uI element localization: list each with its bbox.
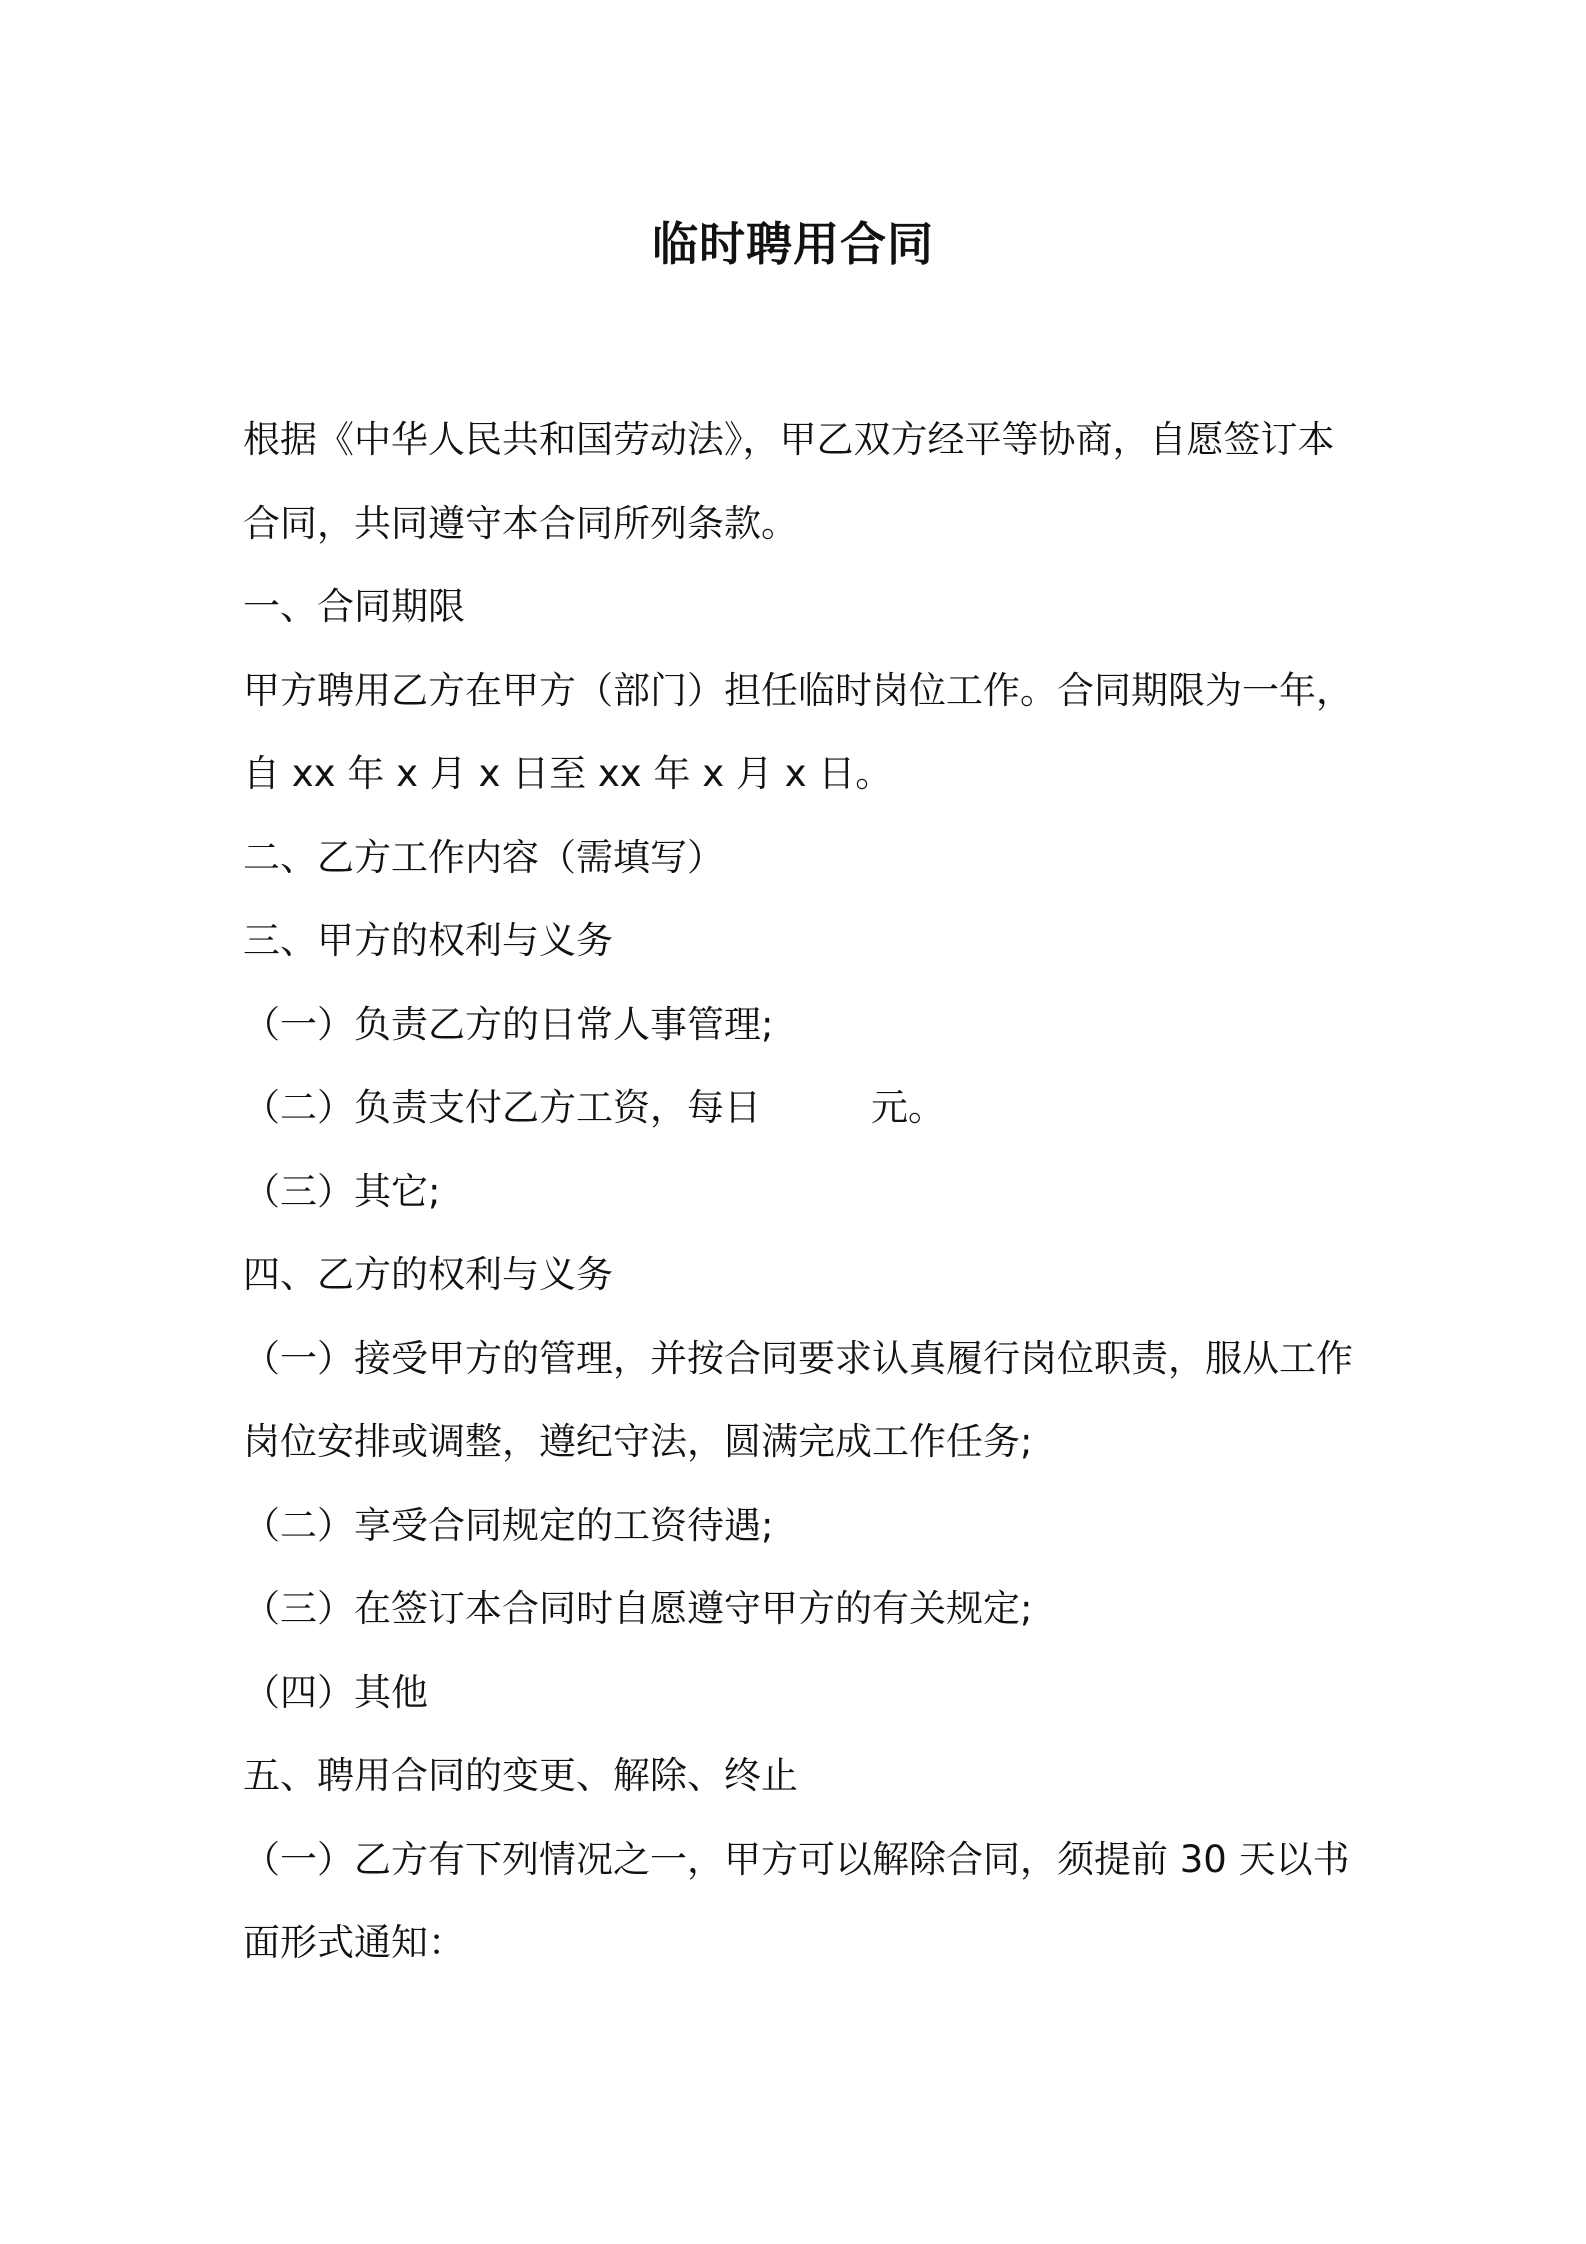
party-a-item-2-text: （二）负责支付乙方工资，每日	[243, 1086, 761, 1129]
document-title: 临时聘用合同	[652, 217, 934, 271]
termination-item-1-line-1: （一）乙方有下列情况之一，甲方可以解除合同，须提前 30 天以书	[243, 1838, 1350, 1881]
term-clause-line-2: 自 xx 年 x 月 x 日至 xx 年 x 月 x 日。	[243, 752, 893, 795]
party-b-item-1-line-1: （一）接受甲方的管理，并按合同要求认真履行岗位职责，服从工作	[243, 1337, 1353, 1380]
termination-item-1-line-2: 面形式通知：	[243, 1921, 465, 1964]
section-heading-term: 一、合同期限	[243, 585, 465, 628]
term-clause-line-1: 甲方聘用乙方在甲方（部门）担任临时岗位工作。合同期限为一年，	[243, 669, 1353, 712]
section-heading-termination: 五、聘用合同的变更、解除、终止	[243, 1754, 798, 1797]
party-a-item-1: （一）负责乙方的日常人事管理;	[243, 1003, 774, 1046]
party-a-item-2-unit: 元。	[871, 1086, 945, 1129]
preamble-line-2: 合同，共同遵守本合同所列条款。	[243, 502, 798, 545]
party-b-item-3: （三）在签订本合同时自愿遵守甲方的有关规定;	[243, 1587, 1033, 1630]
party-a-item-2	[243, 1080, 1363, 1136]
section-heading-work-content: 二、乙方工作内容（需填写）	[243, 836, 724, 879]
party-b-item-2: （二）享受合同规定的工资待遇;	[243, 1504, 774, 1547]
section-heading-party-b-rights: 四、乙方的权利与义务	[243, 1253, 613, 1296]
party-b-item-4: （四）其他	[243, 1671, 428, 1714]
party-a-item-3: （三）其它;	[243, 1170, 441, 1213]
party-b-item-1-line-2: 岗位安排或调整，遵纪守法，圆满完成工作任务;	[243, 1420, 1033, 1463]
section-heading-party-a-rights: 三、甲方的权利与义务	[243, 919, 613, 962]
preamble-line-1: 根据《中华人民共和国劳动法》，甲乙双方经平等协商，自愿签订本	[243, 418, 1335, 461]
